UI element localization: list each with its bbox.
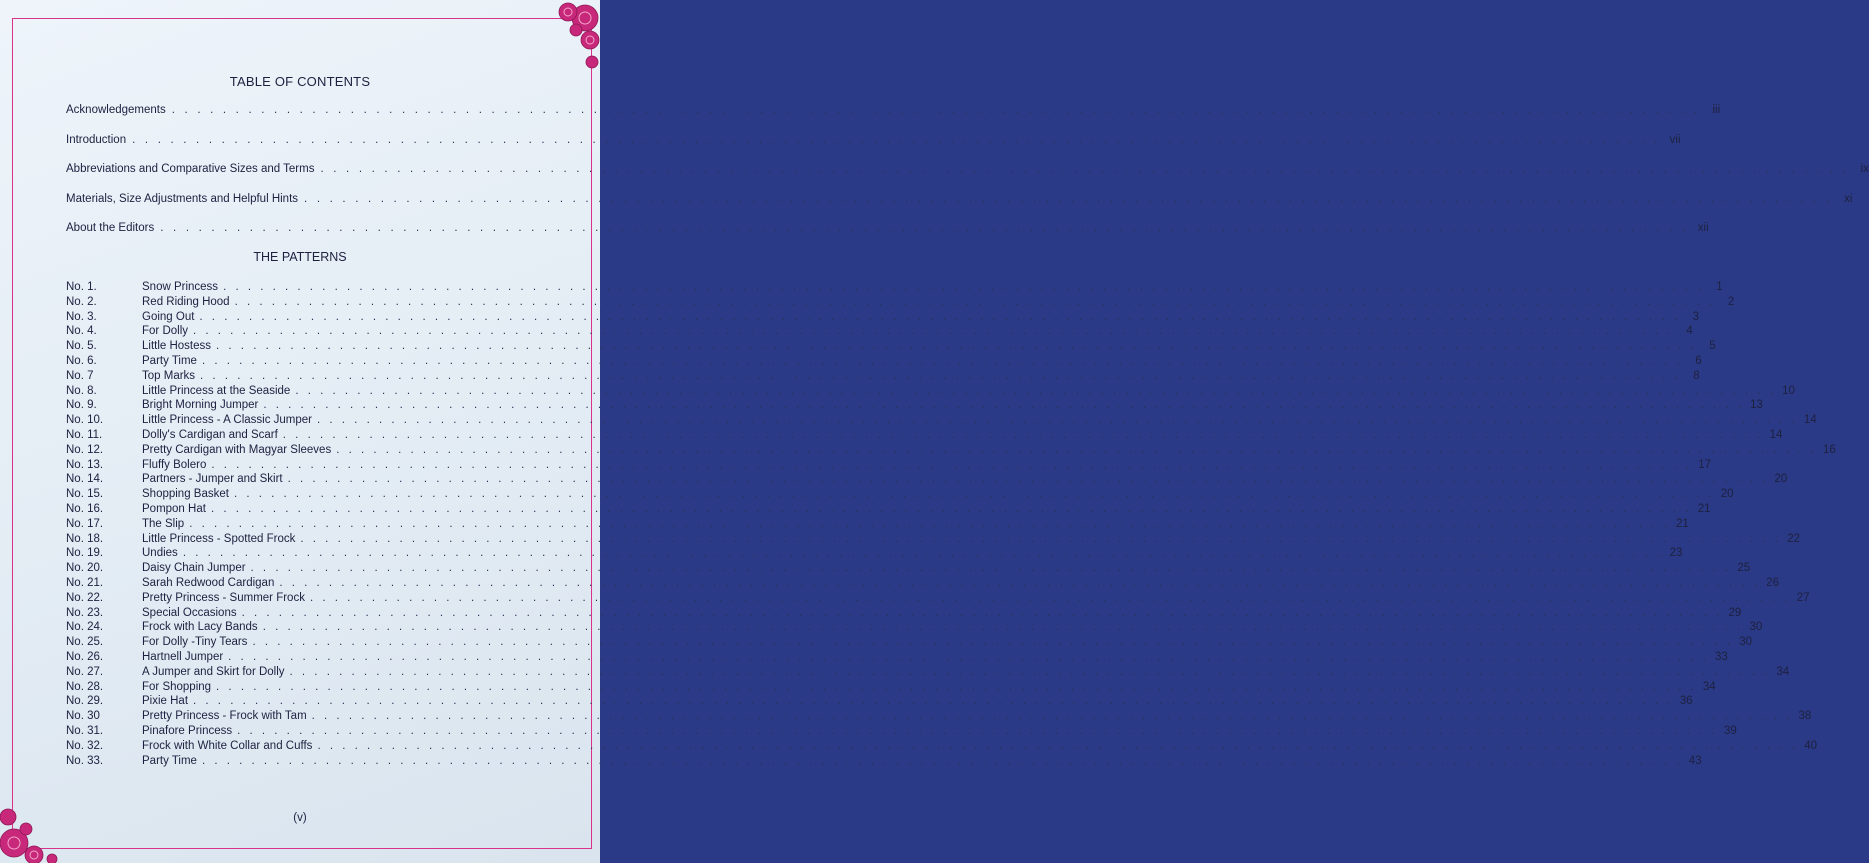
pattern-page: 20 [1774,473,1788,486]
leader-dots: . . . . . . . . . . . . . . . . . . . . . . . . . . . . . . . . . . . . . . . . . . . . . . . . . . . . . . . . . . . . . . . . . . . . . . . . . . . . . . . . . . . . . . . . . . . . . . . . . . . . . . . . . . . . . . . . . . . . . . . . [311,710,1793,723]
pattern-entry [66,576,1779,591]
pattern-title: Frock with White Collar and Cuffs [142,739,313,752]
pattern-number: No. 25. [66,636,104,649]
pattern-title: Red Riding Hood [142,295,230,308]
pattern-title: Party Time [142,354,197,367]
pattern-page: 6 [1695,354,1702,367]
pattern-entry [66,354,1702,369]
pattern-entry [66,754,1702,769]
leader-dots: . . . . . . . . . . . . . . . . . . . . . . . . . . . . . . . . . . . . . . . . . . . . . . . . . . . . . . . . . . . . . . . . . . . . . . . . . . . . . . . . . . . . . . . . . . . . . . . . . . . . . . . . . . . . . . . . . . . . . . . . [295,384,1776,397]
pattern-title: Pretty Cardigan with Magyar Sleeves [142,443,332,456]
leader-dots: . . . . . . . . . . . . . . . . . . . . . . . . . . . . . . . . . . . . . . . . . . . . . . . . . . . . . . . . . . . . . . . . . . . . . . . . . . . . . . . . . . . . . . . . . . . . . . . . . . . . . . . . . . . . . . . . . . . . . . . . [300,532,1782,545]
pattern-number: No. 30 [66,710,100,723]
pattern-number: No. 21. [66,576,104,589]
pattern-page: 39 [1723,724,1737,737]
toc-entry-page: vii [1669,133,1681,146]
pattern-page: 14 [1769,428,1783,441]
pattern-title: Pixie Hat [142,695,189,708]
pattern-number: No. 7 [66,369,94,382]
pattern-number: No. 11. [66,428,103,441]
toc-entry-title: Materials, Size Adjustments and Helpful Hints [66,192,299,205]
leader-dots: . . . . . . . . . . . . . . . . . . . . . . . . . . . . . . . . . . . . . . . . . . . . . . . . . . . . . . . . . . . . . . . . . . . . . . . . . . . . . . . . . . . . . . . . . . . . . . . . . . . . . . . . . . . . . . . . . . . . . . . . [216,680,1697,693]
pattern-entry [66,620,1763,635]
pattern-title: The Slip [142,517,185,530]
pattern-title: Party Time [142,754,197,767]
leader-dots: . . . . . . . . . . . . . . . . . . . . . . . . . . . . . . . . . . . . . . . . . . . . . . . . . . . . . . . . . . . . . . . . . . . . . . . . . . . . . . . . . . . . . . . . . . . . . . . . . . . . . . . . . . . . . . . . . . . . . . . . [241,606,1723,619]
pattern-page: 23 [1669,547,1683,560]
toc-entry [66,222,1709,252]
pattern-entry [66,517,1689,532]
leader-dots: . . . . . . . . . . . . . . . . . . . . . . . . . . . . . . . . . . . . . . . . . . . . . . . . . . . . . . . . . . . . . . . . . . . . . . . . . . . . . . . . . . . . . . . . . . . . . . . . . . . . . . . . . . . . . . . . . . . . . . . . [132,133,1661,146]
toc-entry-page: xi [1844,192,1853,205]
leader-dots: . . . . . . . . . . . . . . . . . . . . . . . . . . . . . . . . . . . . . . . . . . . . . . . . . . . . . . . . . . . . . . . . . . . . . . . . . . . . . . . . . . . . . . . . . . . . . . . . . . . . . . . . . . . . . . . . . . . . . . . . [262,621,1744,634]
leader-dots: . . . . . . . . . . . . . . . . . . . . . . . . . . . . . . . . . . . . . . . . . . . . . . . . . . . . . . . . . . . . . . . . . . . . . . . . . . . . . . . . . . . . . . . . . . . . . . . . . . . . . . . . . . . . . . . . . . . . . . . . [317,739,1799,752]
pattern-entry [66,339,1716,354]
pattern-page: 34 [1702,680,1716,693]
pattern-entry [66,680,1716,695]
pattern-title: A Jumper and Skirt for Dolly [142,665,285,678]
leader-dots: . . . . . . . . . . . . . . . . . . . . . . . . . . . . . . . . . . . . . . . . . . . . . . . . . . . . . . . . . . . . . . . . . . . . . . . . . . . . . . . . . . . . . . . . . . . . . . . . . . . . . . . . . . . . . . . . . . . . . . . . [304,192,1833,205]
leader-dots: . . . . . . . . . . . . . . . . . . . . . . . . . . . . . . . . . . . . . . . . . . . . . . . . . . . . . . . . . . . . . . . . . . . . . . . . . . . . . . . . . . . . . . . . . . . . . . . . . . . . . . . . . . . . . . . . . . . . . . . . [252,636,1734,649]
leader-dots: . . . . . . . . . . . . . . . . . . . . . . . . . . . . . . . . . . . . . . . . . . . . . . . . . . . . . . . . . . . . . . . . . . . . . . . . . . . . . . . . . . . . . . . . . . . . . . . . . . . . . . . . . . . . . . . . . . . . . . . . [282,428,1764,441]
leader-dots: . . . . . . . . . . . . . . . . . . . . . . . . . . . . . . . . . . . . . . . . . . . . . . . . . . . . . . . . . . . . . . . . . . . . . . . . . . . . . . . . . . . . . . . . . . . . . . . . . . . . . . . . . . . . . . . . . . . . . . . . [160,222,1689,234]
pattern-title: For Shopping [142,680,212,693]
pattern-page: 22 [1787,532,1801,545]
pattern-entry [66,295,1735,310]
leader-dots: . . . . . . . . . . . . . . . . . . . . . . . . . . . . . . . . . . . . . . . . . . . . . . . . . . . . . . . . . . . . . . . . . . . . . . . . . . . . . . . . . . . . . . . . . . . . . . . . . . . . . . . . . . . . . . . . . . . . . . . . [279,576,1760,589]
pattern-entry [66,324,1693,339]
page-number: (v) [293,812,307,824]
pattern-number: No. 27. [66,665,104,678]
pattern-title: Pinafore Princess [142,724,233,737]
leader-dots: . . . . . . . . . . . . . . . . . . . . . . . . . . . . . . . . . . . . . . . . . . . . . . . . . . . . . . . . . . . . . . . . . . . . . . . . . . . . . . . . . . . . . . . . . . . . . . . . . . . . . . . . . . . . . . . . . . . . . . . . [201,354,1683,367]
pattern-number: No. 8. [66,384,97,397]
pattern-title: Snow Princess [142,281,219,293]
toc-entry [66,133,1681,164]
pattern-number: No. 17. [66,517,104,530]
pattern-number: No. 3. [66,310,97,323]
pattern-page: 36 [1679,695,1693,708]
pattern-entry [66,369,1700,384]
pattern-page: 43 [1688,754,1702,767]
pattern-page: 1 [1716,281,1723,293]
pattern-entry [66,739,1818,754]
pattern-title: Pompon Hat [142,502,206,515]
pattern-entry [66,724,1737,739]
toc-entry [66,163,1869,193]
pattern-number: No. 6. [66,354,97,367]
pattern-page: 16 [1823,443,1836,456]
pattern-entry [66,280,1723,295]
pattern-entry [66,472,1788,487]
pattern-entry [66,458,1711,473]
pattern-page: 10 [1782,384,1795,397]
leader-dots: . . . . . . . . . . . . . . . . . . . . . . . . . . . . . . . . . . . . . . . . . . . . . . . . . . . . . . . . . . . . . . . . . . . . . . . . . . . . . . . . . . . . . . . . . . . . . . . . . . . . . . . . . . . . . . . . . . . . . . . . [263,399,1744,412]
pattern-number: No. 29. [66,695,104,708]
pattern-number: No. 28. [66,680,104,693]
leader-dots: . . . . . . . . . . . . . . . . . . . . . . . . . . . . . . . . . . . . . . . . . . . . . . . . . . . . . . . . . . . . . . . . . . . . . . . . . . . . . . . . . . . . . . . . . . . . . . . . . . . . . . . . . . . . . . . . . . . . . . . . [199,310,1681,323]
pattern-page: 34 [1776,665,1790,678]
pattern-number: No. 19. [66,547,104,560]
leader-dots: . . . . . . . . . . . . . . . . . . . . . . . . . . . . . . . . . . . . . . . . . . . . . . . . . . . . . . . . . . . . . . . . . . . . . . . . . . . . . . . . . . . . . . . . . . . . . . . . . . . . . . . . . . . . . . . . . . . . . . . . [237,724,1718,737]
pattern-entry [66,487,1734,502]
pattern-number: No. 23. [66,606,104,619]
pattern-page: 29 [1728,606,1742,619]
leader-dots: . . . . . . . . . . . . . . . . . . . . . . . . . . . . . . . . . . . . . . . . . . . . . . . . . . . . . . . . . . . . . . . . . . . . . . . . . . . . . . . . . . . . . . . . . . . . . . . . . . . . . . . . . . . . . . . . . . . . . . . . [189,517,1670,530]
pattern-entry [66,502,1711,517]
pattern-number: No. 2. [66,295,97,308]
pattern-entry [66,650,1728,665]
leader-dots: . . . . . . . . . . . . . . . . . . . . . . . . . . . . . . . . . . . . . . . . . . . . . . . . . . . . . . . . . . . . . . . . . . . . . . . . . . . . . . . . . . . . . . . . . . . . . . . . . . . . . . . . . . . . . . . . . . . . . . . . [200,369,1681,382]
pattern-title: Pretty Princess - Summer Frock [142,591,305,604]
toc-entry-page: iii [1712,104,1721,116]
pattern-entry [66,384,1795,399]
leader-dots: . . . . . . . . . . . . . . . . . . . . . . . . . . . . . . . . . . . . . . . . . . . . . . . . . . . . . . . . . . . . . . . . . . . . . . . . . . . . . . . . . . . . . . . . . . . . . . . . . . . . . . . . . . . . . . . . . . . . . . . . [228,650,1709,663]
pattern-title: Little Princess at the Seaside [142,384,291,397]
pattern-entry [66,428,1783,443]
pattern-entry [66,310,1700,325]
pattern-page: 40 [1804,739,1818,752]
pattern-title: Going Out [142,310,195,323]
pattern-title: Pretty Princess - Frock with Tam [142,710,307,723]
pattern-page: 27 [1796,591,1810,604]
pattern-title: Shopping Basket [142,488,229,501]
pattern-number: No. 10. [66,414,104,427]
leader-dots: . . . . . . . . . . . . . . . . . . . . . . . . . . . . . . . . . . . . . . . . . . . . . . . . . . . . . . . . . . . . . . . . . . . . . . . . . . . . . . . . . . . . . . . . . . . . . . . . . . . . . . . . . . . . . . . . . . . . . . . . [193,325,1674,338]
pattern-page: 30 [1739,636,1753,649]
pattern-page: 25 [1737,562,1751,575]
pattern-page: 30 [1749,621,1763,634]
pattern-entry [66,398,1763,413]
pattern-entry [66,413,1817,428]
section-heading: THE PATTERNS [253,250,347,264]
leader-dots: . . . . . . . . . . . . . . . . . . . . . . . . . . . . . . . . . . . . . . . . . . . . . . . . . . . . . . . . . . . . . . . . . . . . . . . . . . . . . . . . . . . . . . . . . . . . . . . . . . . . . . . . . . . . . . . . . . . . . . . . [182,547,1664,560]
pattern-page: 13 [1750,399,1763,412]
pattern-title: Dolly's Cardigan and Scarf [142,428,278,441]
pattern-title: Sarah Redwood Cardigan [142,576,275,589]
pattern-title: Daisy Chain Jumper [142,562,246,575]
leader-dots: . . . . . . . . . . . . . . . . . . . . . . . . . . . . . . . . . . . . . . . . . . . . . . . . . . . . . . . . . . . . . . . . . . . . . . . . . . . . . . . . . . . . . . . . . . . . . . . . . . . . . . . . . . . . . . . . . . . . . . . . [320,163,1849,175]
pattern-title: Little Princess - Spotted Frock [142,532,296,545]
leader-dots: . . . . . . . . . . . . . . . . . . . . . . . . . . . . . . . . . . . . . . . . . . . . . . . . . . . . . . . . . . . . . . . . . . . . . . . . . . . . . . . . . . . . . . . . . . . . . . . . . . . . . . . . . . . . . . . . . . . . . . . . [233,488,1715,501]
pattern-entry [66,665,1790,680]
pattern-page: 26 [1766,576,1779,589]
toc-entry-title: Acknowledgements [66,104,166,116]
pattern-page: 33 [1715,650,1728,663]
pattern-entry [66,591,1810,606]
pattern-title: Top Marks [142,369,196,382]
pattern-page: 4 [1686,325,1693,338]
pattern-title: Hartnell Jumper [142,650,224,663]
pattern-entry [66,443,1836,458]
toc-entry-title: About the Editors [66,222,155,234]
patterns-list [66,280,1836,768]
pattern-page: 21 [1697,502,1711,515]
pattern-page: 20 [1720,488,1734,501]
pattern-page: 14 [1803,414,1817,427]
front-matter-list [66,104,1869,252]
pattern-number: No. 33. [66,754,104,767]
corner-flower-decoration-icon [530,0,600,80]
pattern-page: 21 [1676,517,1689,530]
pattern-number: No. 32. [66,739,104,752]
pattern-entry [66,532,1801,547]
leader-dots: . . . . . . . . . . . . . . . . . . . . . . . . . . . . . . . . . . . . . . . . . . . . . . . . . . . . . . . . . . . . . . . . . . . . . . . . . . . . . . . . . . . . . . . . . . . . . . . . . . . . . . . . . . . . . . . . . . . . . . . . [211,458,1692,471]
pattern-entry [66,635,1753,650]
pattern-number: No. 31. [66,724,104,737]
pattern-number: No. 20. [66,562,104,575]
toc-entry-page: ix [1860,163,1869,175]
pattern-title: Special Occasions [142,606,237,619]
leader-dots: . . . . . . . . . . . . . . . . . . . . . . . . . . . . . . . . . . . . . . . . . . . . . . . . . . . . . . . . . . . . . . . . . . . . . . . . . . . . . . . . . . . . . . . . . . . . . . . . . . . . . . . . . . . . . . . . . . . . . . . . [216,340,1697,353]
leader-dots: . . . . . . . . . . . . . . . . . . . . . . . . . . . . . . . . . . . . . . . . . . . . . . . . . . . . . . . . . . . . . . . . . . . . . . . . . . . . . . . . . . . . . . . . . . . . . . . . . . . . . . . . . . . . . . . . . . . . . . . . [287,473,1769,486]
pattern-title: Partners - Jumper and Skirt [142,473,283,486]
pattern-title: Fluffy Bolero [142,458,207,471]
leader-dots: . . . . . . . . . . . . . . . . . . . . . . . . . . . . . . . . . . . . . . . . . . . . . . . . . . . . . . . . . . . . . . . . . . . . . . . . . . . . . . . . . . . . . . . . . . . . . . . . . . . . . . . . . . . . . . . . . . . . . . . . [171,104,1701,116]
pattern-entry [66,546,1683,561]
pattern-title: For Dolly -Tiny Tears [142,636,248,649]
pattern-number: No. 12. [66,443,104,456]
pattern-number: No. 13. [66,458,104,471]
pattern-title: Frock with Lacy Bands [142,621,258,634]
leader-dots: . . . . . . . . . . . . . . . . . . . . . . . . . . . . . . . . . . . . . . . . . . . . . . . . . . . . . . . . . . . . . . . . . . . . . . . . . . . . . . . . . . . . . . . . . . . . . . . . . . . . . . . . . . . . . . . . . . . . . . . . [193,695,1674,708]
toc-entry-page: xii [1697,222,1709,234]
pattern-number: No. 22. [66,591,104,604]
toc-entry [66,192,1853,223]
pattern-page: 38 [1798,710,1812,723]
leader-dots: . . . . . . . . . . . . . . . . . . . . . . . . . . . . . . . . . . . . . . . . . . . . . . . . . . . . . . . . . . . . . . . . . . . . . . . . . . . . . . . . . . . . . . . . . . . . . . . . . . . . . . . . . . . . . . . . . . . . . . . . [201,754,1683,767]
pattern-number: No. 16. [66,502,104,515]
pattern-number: No. 5. [66,340,97,353]
leader-dots: . . . . . . . . . . . . . . . . . . . . . . . . . . . . . . . . . . . . . . . . . . . . . . . . . . . . . . . . . . . . . . . . . . . . . . . . . . . . . . . . . . . . . . . . . . . . . . . . . . . . . . . . . . . . . . . . . . . . . . . . [289,665,1771,678]
pattern-page: 5 [1709,340,1716,353]
pattern-number: No. 24. [66,621,104,634]
pattern-number: No. 14. [66,473,104,486]
pattern-entry [66,561,1751,576]
leader-dots: . . . . . . . . . . . . . . . . . . . . . . . . . . . . . . . . . . . . . . . . . . . . . . . . . . . . . . . . . . . . . . . . . . . . . . . . . . . . . . . . . . . . . . . . . . . . . . . . . . . . . . . . . . . . . . . . . . . . . . . . [309,591,1791,604]
toc-entry-title: Introduction [66,133,127,146]
leader-dots: . . . . . . . . . . . . . . . . . . . . . . . . . . . . . . . . . . . . . . . . . . . . . . . . . . . . . . . . . . . . . . . . . . . . . . . . . . . . . . . . . . . . . . . . . . . . . . . . . . . . . . . . . . . . . . . . . . . . . . . . [336,443,1817,456]
pattern-entry [66,606,1742,621]
leader-dots: . . . . . . . . . . . . . . . . . . . . . . . . . . . . . . . . . . . . . . . . . . . . . . . . . . . . . . . . . . . . . . . . . . . . . . . . . . . . . . . . . . . . . . . . . . . . . . . . . . . . . . . . . . . . . . . . . . . . . . . . [234,295,1716,308]
pattern-title: Bright Morning Jumper [142,399,259,412]
page-title: TABLE OF CONTENTS [229,74,371,89]
pattern-page: 2 [1727,295,1735,308]
pattern-page: 3 [1692,310,1700,323]
toc-entry-title: Abbreviations and Comparative Sizes and Terms [66,163,315,175]
pattern-page: 8 [1693,369,1700,382]
pattern-entry [66,694,1693,709]
pattern-title: Undies [142,547,178,560]
toc-entry [66,104,1721,134]
pattern-title: Little Hostess [142,340,212,353]
pattern-number: No. 4. [66,325,97,338]
leader-dots: . . . . . . . . . . . . . . . . . . . . . . . . . . . . . . . . . . . . . . . . . . . . . . . . . . . . . . . . . . . . . . . . . . . . . . . . . . . . . . . . . . . . . . . . . . . . . . . . . . . . . . . . . . . . . . . . . . . . . . . . [223,281,1704,293]
pattern-entry [66,709,1812,724]
pattern-page: 17 [1698,458,1711,471]
leader-dots: . . . . . . . . . . . . . . . . . . . . . . . . . . . . . . . . . . . . . . . . . . . . . . . . . . . . . . . . . . . . . . . . . . . . . . . . . . . . . . . . . . . . . . . . . . . . . . . . . . . . . . . . . . . . . . . . . . . . . . . . [210,502,1692,515]
leader-dots: . . . . . . . . . . . . . . . . . . . . . . . . . . . . . . . . . . . . . . . . . . . . . . . . . . . . . . . . . . . . . . . . . . . . . . . . . . . . . . . . . . . . . . . . . . . . . . . . . . . . . . . . . . . . . . . . . . . . . . . . [250,562,1732,575]
leader-dots: . . . . . . . . . . . . . . . . . . . . . . . . . . . . . . . . . . . . . . . . . . . . . . . . . . . . . . . . . . . . . . . . . . . . . . . . . . . . . . . . . . . . . . . . . . . . . . . . . . . . . . . . . . . . . . . . . . . . . . . . [317,414,1798,427]
pattern-number: No. 9. [66,399,97,412]
pattern-number: No. 18. [66,532,104,545]
pattern-title: Little Princess - A Classic Jumper [142,414,313,427]
pattern-number: No. 1. [66,281,97,293]
pattern-title: For Dolly [142,325,189,338]
pattern-number: No. 26. [66,650,104,663]
pattern-number: No. 15. [66,488,104,501]
